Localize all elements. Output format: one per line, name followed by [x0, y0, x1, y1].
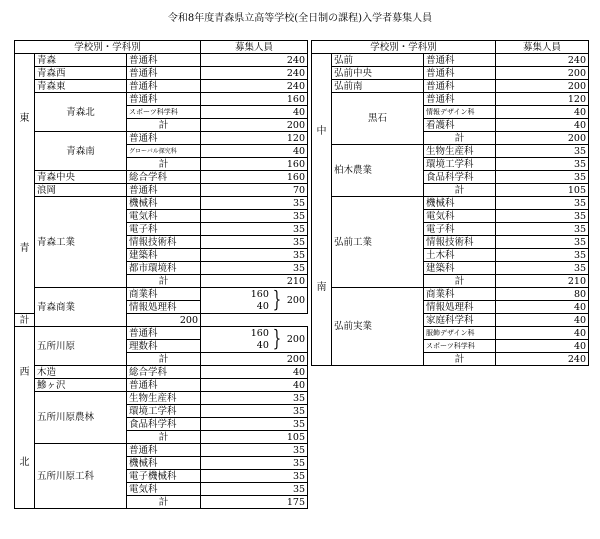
- course-name: 商業科: [424, 288, 496, 301]
- quota-value: 40: [201, 379, 308, 392]
- table-row: [15, 80, 308, 93]
- split-quota: 160 40 } 200: [201, 327, 308, 353]
- quota-value: 200: [496, 67, 589, 80]
- quota-value: 35: [496, 210, 589, 223]
- table-row: [15, 93, 308, 106]
- course-name: 環境工学科: [127, 405, 201, 418]
- course-name: 普通科: [127, 54, 201, 67]
- school-name: 青森中央: [35, 171, 127, 184]
- quota-value: 240: [201, 80, 308, 93]
- school-name: 柏木農業: [332, 145, 424, 197]
- table-row: [15, 184, 308, 197]
- course-name: 看護科: [424, 119, 496, 132]
- course-name: 情報技術科: [127, 236, 201, 249]
- table-row: [15, 444, 308, 457]
- course-name: 建築科: [127, 249, 201, 262]
- course-name: 普通科: [127, 327, 201, 340]
- quota-value: 35: [201, 405, 308, 418]
- quota-value: 35: [201, 418, 308, 431]
- subtotal-value: 200: [201, 119, 308, 132]
- course-name: 電子科: [424, 223, 496, 236]
- quota-value: 40: [496, 340, 589, 353]
- quota-value: 160: [201, 93, 308, 106]
- quota-value: 35: [201, 444, 308, 457]
- course-name: 服飾デザイン科: [424, 327, 496, 340]
- region-seihoku: 西 北: [15, 327, 35, 509]
- split-quota: 160 40 } 200: [201, 288, 308, 314]
- table-row: [15, 67, 308, 80]
- quota-value: 40: [496, 106, 589, 119]
- course-name: 食品科学科: [424, 171, 496, 184]
- course-name: 食品科学科: [127, 418, 201, 431]
- school-name: 黒石: [332, 93, 424, 145]
- course-name: 建築科: [424, 262, 496, 275]
- quota-value: 240: [496, 54, 589, 67]
- course-name: 普通科: [127, 80, 201, 93]
- course-name: 普通科: [127, 379, 201, 392]
- left-quota-table: [14, 40, 308, 509]
- quota-value: 120: [496, 93, 589, 106]
- course-name: 普通科: [424, 67, 496, 80]
- school-name: 青森東: [35, 80, 127, 93]
- course-name: 電子機械科: [127, 470, 201, 483]
- subtotal-label: 計: [127, 119, 201, 132]
- school-name: 青森工業: [35, 197, 127, 288]
- quota-value: 35: [201, 392, 308, 405]
- quota-value: 35: [496, 249, 589, 262]
- course-name: 総合学科: [127, 171, 201, 184]
- document-title: 令和8年度青森県立高等学校(全日制の課程)入学者募集人員: [167, 13, 433, 24]
- school-name: 五所川原工科: [35, 444, 127, 509]
- table-row: [15, 366, 308, 379]
- table-row: [15, 327, 308, 340]
- quota-value: 160: [201, 171, 308, 184]
- subtotal-label: 計: [15, 314, 35, 327]
- quota-value: 35: [201, 210, 308, 223]
- course-name: 家庭科学科: [424, 314, 496, 327]
- subtotal-label: 計: [127, 275, 201, 288]
- course-name: 総合学科: [127, 366, 201, 379]
- subtotal-label: 計: [424, 353, 496, 366]
- course-name: 電気科: [127, 483, 201, 496]
- course-name: 電気科: [424, 210, 496, 223]
- school-name: 青森: [35, 54, 127, 67]
- quota-value: 35: [496, 171, 589, 184]
- quota-value: 200: [496, 80, 589, 93]
- subtotal-value: 160: [201, 158, 308, 171]
- school-name: 青森南: [35, 132, 127, 171]
- quota-value: 35: [201, 236, 308, 249]
- quota-value: 35: [496, 145, 589, 158]
- course-name: 土木科: [424, 249, 496, 262]
- subtotal-value: 210: [201, 275, 308, 288]
- subtotal-label: 計: [127, 353, 201, 366]
- quota-value: 35: [496, 236, 589, 249]
- subtotal-label: 計: [424, 184, 496, 197]
- course-name: 情報デザイン科: [424, 106, 496, 119]
- course-name: 環境工学科: [424, 158, 496, 171]
- quota-value: 70: [201, 184, 308, 197]
- brace-icon: }: [272, 287, 282, 313]
- quota-value: 35: [496, 262, 589, 275]
- subtotal-label: 計: [127, 158, 201, 171]
- subtotal-label: 計: [127, 496, 201, 509]
- course-name: 情報処理科: [127, 301, 201, 314]
- school-name: 五所川原農林: [35, 392, 127, 444]
- right-quota-table: [311, 40, 589, 366]
- subtotal-value: 175: [201, 496, 308, 509]
- table-row: [312, 93, 589, 106]
- course-name: 普通科: [424, 54, 496, 67]
- course-name: 機械科: [424, 197, 496, 210]
- course-name: スポーツ科学科: [127, 106, 201, 119]
- header-school: 学校別・学科別: [15, 41, 201, 54]
- quota-value: 35: [496, 223, 589, 236]
- subtotal-value: 105: [496, 184, 589, 197]
- quota-value: 80: [496, 288, 589, 301]
- subtotal-label: 計: [424, 275, 496, 288]
- region-toyo: 東 青: [15, 54, 35, 314]
- quota-value: 40: [496, 301, 589, 314]
- quota-value: 240: [201, 54, 308, 67]
- quota-value: 35: [201, 197, 308, 210]
- school-name: 青森北: [35, 93, 127, 132]
- quota-value: 35: [496, 158, 589, 171]
- quota-value: 120: [201, 132, 308, 145]
- table-row: [312, 288, 589, 301]
- subtotal-label: 計: [424, 132, 496, 145]
- table-row: [15, 392, 308, 405]
- table-row: [15, 171, 308, 184]
- school-name: 弘前: [332, 54, 424, 67]
- course-name: 生物生産科: [424, 145, 496, 158]
- course-name: 電気科: [127, 210, 201, 223]
- table-row: [312, 54, 589, 67]
- school-name: 浪岡: [35, 184, 127, 197]
- region-chunan: 中 南: [312, 54, 332, 366]
- header-quota: 募集人員: [201, 41, 308, 54]
- subtotal-label: 計: [127, 431, 201, 444]
- course-name: 都市環境科: [127, 262, 201, 275]
- course-name: 普通科: [127, 444, 201, 457]
- quota-value: 35: [201, 457, 308, 470]
- school-name: 青森西: [35, 67, 127, 80]
- quota-value: 40: [201, 145, 308, 158]
- quota-value: 240: [201, 67, 308, 80]
- table-row: [15, 379, 308, 392]
- school-name: 五所川原: [35, 327, 127, 366]
- course-name: 普通科: [127, 93, 201, 106]
- quota-value: 35: [201, 249, 308, 262]
- table-row: [15, 54, 308, 67]
- course-name: 情報技術科: [424, 236, 496, 249]
- quota-value: 35: [201, 262, 308, 275]
- school-name: 木造: [35, 366, 127, 379]
- subtotal-value: 210: [496, 275, 589, 288]
- quota-value: 35: [201, 470, 308, 483]
- course-name: 普通科: [424, 80, 496, 93]
- course-name: 機械科: [127, 457, 201, 470]
- subtotal-value: 240: [496, 353, 589, 366]
- subtotal-value: 200: [201, 353, 308, 366]
- course-name: 普通科: [127, 67, 201, 80]
- quota-value: 35: [201, 223, 308, 236]
- school-name: 弘前実業: [332, 288, 424, 366]
- course-name: 普通科: [127, 132, 201, 145]
- school-name: 弘前工業: [332, 197, 424, 288]
- subtotal-value: 200: [496, 132, 589, 145]
- course-name: 理数科: [127, 340, 201, 353]
- school-name: 鰺ヶ沢: [35, 379, 127, 392]
- table-row: [312, 67, 589, 80]
- table-row: [15, 288, 308, 301]
- quota-value: 40: [201, 366, 308, 379]
- quota-value: 40: [496, 119, 589, 132]
- course-name: グローバル探究科: [127, 145, 201, 158]
- course-name: 生物生産科: [127, 392, 201, 405]
- quota-value: 40: [201, 106, 308, 119]
- brace-icon: }: [272, 326, 282, 352]
- quota-value: 40: [496, 314, 589, 327]
- course-name: 情報処理科: [424, 301, 496, 314]
- header-quota: 募集人員: [496, 41, 589, 54]
- table-header-row: [312, 41, 589, 54]
- table-row: [312, 145, 589, 158]
- subtotal-value: 105: [201, 431, 308, 444]
- subtotal-value: 200: [127, 314, 201, 327]
- header-school: 学校別・学科別: [312, 41, 496, 54]
- table-header-row: [15, 41, 308, 54]
- course-name: 普通科: [424, 93, 496, 106]
- school-name: 弘前中央: [332, 67, 424, 80]
- table-row: [15, 132, 308, 145]
- quota-value: 40: [496, 327, 589, 340]
- table-row: [312, 80, 589, 93]
- table-row: [312, 197, 589, 210]
- table-row: [15, 197, 308, 210]
- course-name: 電子科: [127, 223, 201, 236]
- course-name: 商業科: [127, 288, 201, 301]
- school-name: 青森商業: [35, 288, 127, 327]
- quota-value: 35: [496, 197, 589, 210]
- quota-value: 35: [201, 483, 308, 496]
- course-name: 普通科: [127, 184, 201, 197]
- course-name: 機械科: [127, 197, 201, 210]
- school-name: 弘前南: [332, 80, 424, 93]
- course-name: スポーツ科学科: [424, 340, 496, 353]
